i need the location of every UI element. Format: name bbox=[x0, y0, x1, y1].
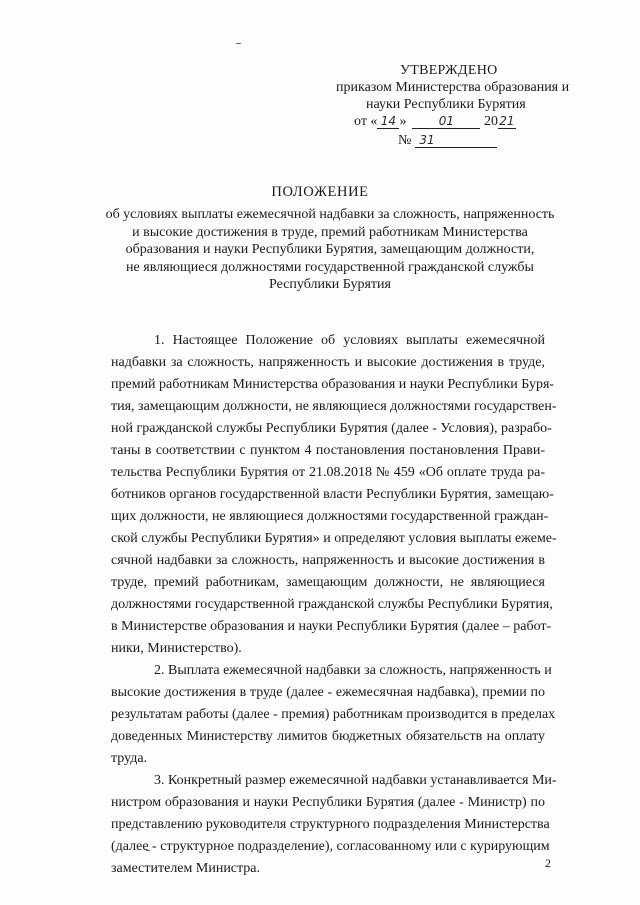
text-line: надбавки за сложность, напряженность и высокие достижения в труде, bbox=[111, 355, 545, 370]
text-line: в Министерстве образования и науки Республики Бурятия (далее – работ- bbox=[111, 619, 552, 634]
subtitle-line: и высокие достижения в труде, премий работникам Министерства bbox=[132, 224, 528, 240]
text-line: 2. Выплата ежемесячной надбавки за сложность, напряженность и bbox=[154, 663, 552, 678]
text-line: результатам работы (далее - премия) работникам производится в пределах bbox=[111, 707, 556, 722]
text-line: сячной надбавки за сложность, напряженность и высокие достижения в bbox=[111, 553, 545, 568]
text-line: ники, Министерство). bbox=[111, 641, 242, 656]
approval-line-2: науки Республики Бурятия bbox=[366, 97, 526, 112]
date-month: 01 bbox=[412, 114, 480, 129]
text-line: 1. Настоящее Положение об условиях выплаты ежемесячной bbox=[154, 333, 545, 348]
approval-number-line bbox=[398, 132, 570, 149]
paragraph-2 bbox=[111, 660, 556, 770]
text-line: заместителем Министра. bbox=[111, 861, 261, 876]
document-title: ПОЛОЖЕНИЕ bbox=[271, 184, 369, 200]
text-line: ботников органов государственной власти Республики Бурятия, замещаю- bbox=[111, 487, 554, 502]
date-year: 21 bbox=[499, 114, 515, 128]
document-subtitle bbox=[100, 206, 560, 294]
subtitle-line: не являющиеся должностями государственной гражданской службы bbox=[126, 259, 534, 275]
text-line: должностями государственной гражданской службы Республики Бурятия, bbox=[111, 597, 553, 612]
number-prefix: № bbox=[398, 133, 412, 148]
text-line: таны в соответствии с пунктом 4 постановления постановления Прави- bbox=[111, 443, 545, 458]
page-number: 2 bbox=[545, 856, 551, 870]
paragraph-1 bbox=[111, 330, 557, 660]
scan-speck bbox=[236, 43, 241, 44]
subtitle-line: образования и науки Республики Бурятия, замещающим должности, bbox=[125, 242, 535, 257]
approval-heading: УТВЕРЖДЕНО bbox=[400, 63, 498, 78]
document-body bbox=[111, 330, 557, 880]
text-line: ской службы Республики Бурятия» и определяют условия выплаты ежеме- bbox=[111, 531, 557, 546]
text-line: представлению руководителя структурного подразделения Министерства bbox=[111, 817, 550, 832]
text-line: ной гражданской службы Республики Бурятия (далее - Условия), разрабо- bbox=[111, 421, 552, 436]
text-line: высокие достижения в труде (далее - ежемесячная надбавка), премии по bbox=[111, 685, 545, 700]
text-line: 3. Конкретный размер ежемесячной надбавки устанавливается Ми- bbox=[154, 773, 557, 788]
approval-stamp-block bbox=[330, 62, 570, 149]
text-line: (далее - структурное подразделение), согласованному или с курирующим bbox=[111, 839, 550, 854]
approval-date-line bbox=[354, 113, 570, 130]
approval-line-1: приказом Министерства образования и bbox=[336, 80, 570, 95]
year-prefix: 20 bbox=[483, 114, 498, 129]
text-line: щих должности, не являющиеся должностями государственной граждан- bbox=[111, 509, 549, 524]
date-prefix: от « bbox=[354, 114, 378, 129]
text-line: нистром образования и науки Республики Бурятия (далее - Министр) по bbox=[111, 795, 545, 810]
text-line: доведенных Министерству лимитов бюджетных обязательств на оплату bbox=[111, 729, 545, 744]
subtitle-line: Республики Бурятия bbox=[269, 277, 391, 292]
text-line: труде, премий работникам, замещающим должности, не являющиеся bbox=[111, 575, 545, 590]
date-day: 14 bbox=[377, 114, 399, 129]
text-line: премий работникам Министерства образования и науки Республики Буря- bbox=[111, 377, 555, 392]
date-mid: » bbox=[399, 114, 407, 129]
subtitle-line: об условиях выплаты ежемесячной надбавки за сложность, напряженность bbox=[105, 207, 555, 222]
text-line: тия, замещающим должности, не являющиеся должностями государствен- bbox=[111, 399, 557, 414]
order-number: 31 bbox=[415, 133, 497, 148]
text-line: тельства Республики Бурятия от 21.08.2018 № 459 «Об оплате труда ра- bbox=[111, 465, 545, 480]
text-line: труда. bbox=[111, 751, 148, 766]
paragraph-3 bbox=[111, 770, 557, 880]
